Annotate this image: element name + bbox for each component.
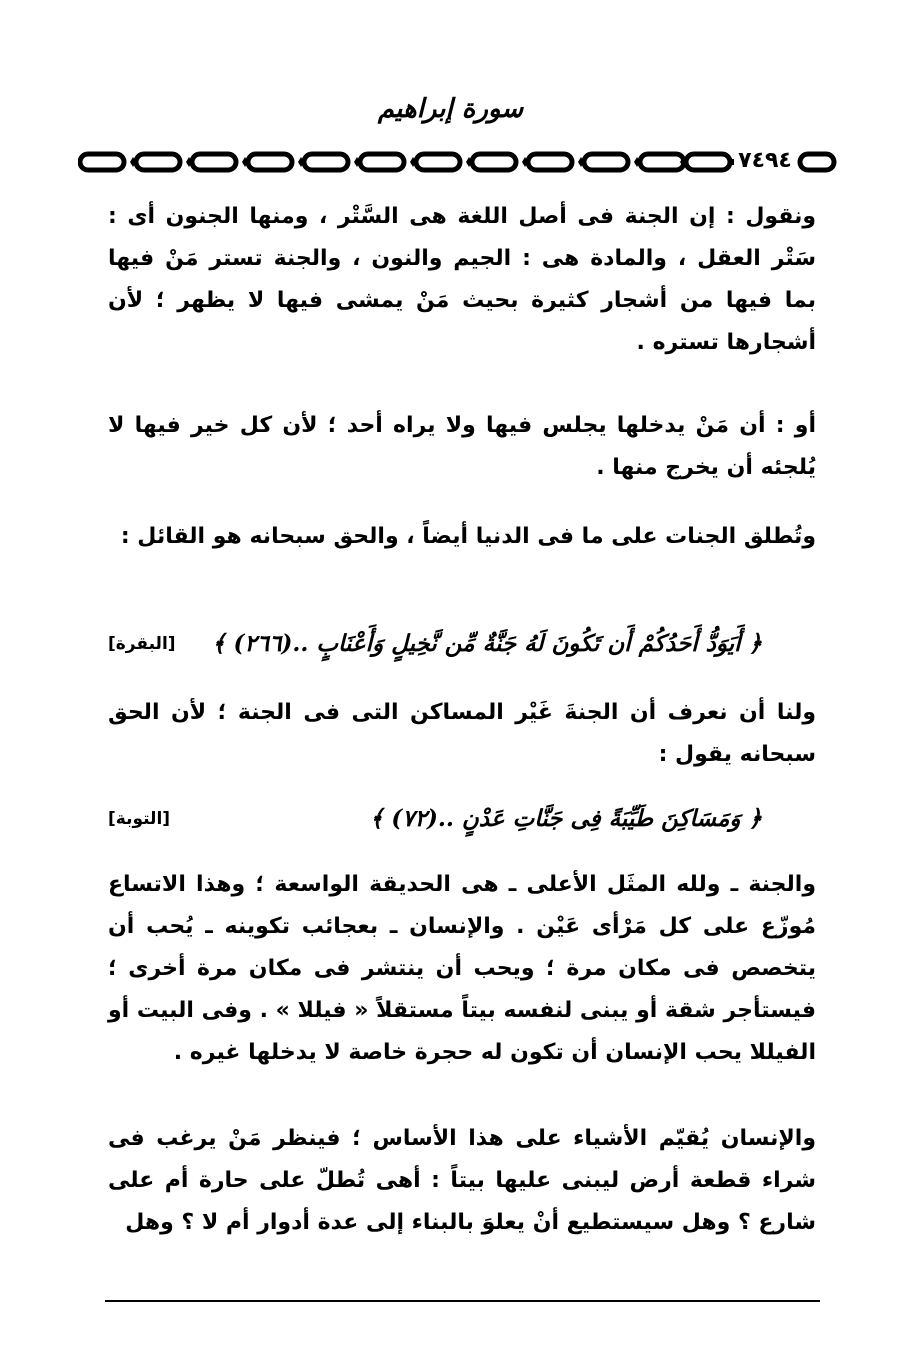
paragraph-6 [108, 1118, 816, 1244]
paragraph-text: والجنة ـ ولله المثَل الأعلى ـ هى الحديقة الواسعة ؛ وهذا الاتساع مُوزّع على كل مَرْأى عَيْن . والإنسان ـ بعجائب تكوينه ـ يُحب أن يتخصص فى مكان مرة ؛ ويحب أن ينتشر فى مكان مرة أخرى ؛ فيستأجر شقة أو يبنى لنفسه بيتاً مستقلاً « فيللا » . وفى البيت أو الفيللا يحب الإنسان أن تكون له حجرة خاصة لا يدخلها غيره . [108, 872, 816, 1065]
paragraph-text: والإنسان يُقيّم الأشياء على هذا الأساس ؛ فينظر مَنْ يرغب فى شراء قطعة أرض ليبنى عليها بيتاً : أهى تُطلّ على حارة أم على شارع ؟ وهل سيستطيع أنْ يعلوَ بالبناء إلى عدة أدوار أم لا ؟ وهل [108, 1126, 816, 1235]
quran-verse-1 [108, 630, 816, 670]
paragraph-5 [108, 864, 816, 1074]
chain-ornament-divider [78, 148, 838, 176]
paragraph-text: وتُطلق الجنات على ما فى الدنيا أيضاً ، والحق سبحانه هو القائل : [120, 524, 816, 549]
paragraph-2 [108, 405, 816, 489]
paragraph-text: أو : أن مَنْ يدخلها يجلس فيها ولا يراه أحد ؛ لأن كل خير فيها لا يُلجئه أن يخرج منها . [108, 413, 816, 480]
paragraph-3 [108, 516, 816, 558]
footnote-separator [105, 1300, 820, 1302]
paragraph-4 [108, 692, 816, 776]
verse-reference: [البقرة] [108, 634, 176, 654]
page-number: ٧٤٩٤ [738, 148, 792, 173]
surah-title: سورة إبراهيم [377, 94, 524, 124]
verse-reference: [التوبة] [108, 809, 171, 829]
paragraph-1 [108, 196, 816, 364]
paragraph-text: ولنا أن نعرف أن الجنةَ غَيْر المساكن التى فى الجنة ؛ لأن الحق سبحانه يقول : [108, 700, 816, 767]
verse-text: ﴿ وَمَسَاكِنَ طَيِّبَةً فِى جَنَّاتِ عَدْنٍ ..(٧٢) ﴾ [369, 805, 762, 832]
verse-text: ﴿ أَيَوَدُّ أَحَدُكُمْ أَن تَكُونَ لَهُ جَنَّةٌ مِّن نَّخِيلٍ وَأَعْنَابٍ ..(٢٦٦) ﴾ [212, 630, 762, 657]
quran-verse-2 [108, 805, 816, 845]
paragraph-text: ونقول : إن الجنة فى أصل اللغة هى السَّتْر ، ومنها الجنون أى : سَتْر العقل ، والمادة هى : الجيم والنون ، والجنة تستر مَنْ فيها بما فيها من أشجار كثيرة بحيث مَنْ يمشى فيها لا يظهر ؛ لأن أشجارها تستره . [108, 204, 816, 355]
